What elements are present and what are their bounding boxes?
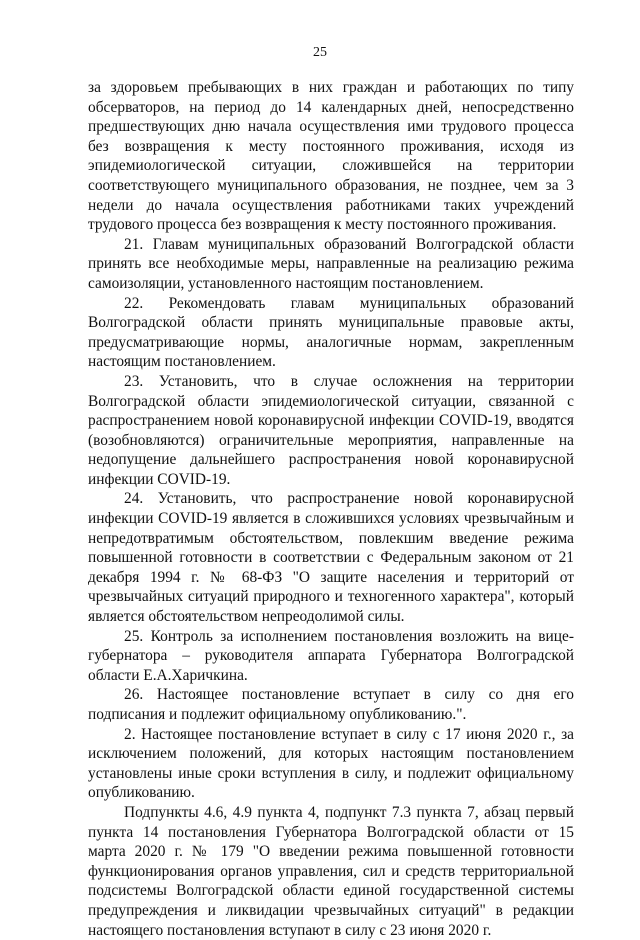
- page-number: 25: [313, 45, 327, 60]
- paragraph-24: 24. Установить, что распространение новой коронавирусной инфекции COVID-19 является в сложившихся условиях чрезвычайным и непредотвратимым обстоятельством, повлекшим введение режима повышенной готовности в соответствии с Федеральным законом от 21 декабря 1994 г. № 68-ФЗ "О защите населения и территорий от чрезвычайных ситуаций природного и техногенного характера", который является обстоятельством непреодолимой силы.: [88, 490, 574, 626]
- paragraph-25: 25. Контроль за исполнением постановления возложить на вице-губернатора – руководителя аппарата Губернатора Волгоградской области Е.А.Харичкина.: [88, 627, 574, 684]
- paragraph-22: 22. Рекомендовать главам муниципальных образований Волгоградской области принять муниципальные правовые акты, предусматривающие нормы, аналогичные нормам, закрепленным настоящим постановлением.: [88, 294, 574, 371]
- paragraph-2: 2. Настоящее постановление вступает в силу с 17 июня 2020 г., за исключением положений, для которых настоящим постановлением установлены иные сроки вступления в силу, и подлежит официальному опубликованию.: [88, 725, 574, 802]
- paragraph-23: 23. Установить, что в случае осложнения на территории Волгоградской области эпидемиологической ситуации, связанной с распространением новой коронавирусной инфекции COVID-19, вводятся (возобновляются) ограничительные мероприятия, направленные на недопущение дальнейшего распространения новой коронавирусной инфекции COVID-19.: [88, 372, 574, 488]
- paragraph-26: 26. Настоящее постановление вступает в силу со дня его подписания и подлежит официальному опубликованию.".: [88, 686, 574, 723]
- document-body: [88, 78, 574, 940]
- paragraph-continuation: за здоровьем пребывающих в них граждан и работающих по типу обсерваторов, на период до 14 календарных дней, непосредственно предшествующих дню начала осуществления ими трудового процесса без возвращения к месту постоянного проживания, исходя из эпидемиологической ситуации, сложившейся на территории соответствующего муниципального образования, не позднее, чем за 3 недели до начала осуществления работниками таких учреждений трудового процесса без возвращения к месту постоянного проживания.: [88, 79, 574, 234]
- paragraph-final: Подпункты 4.6, 4.9 пункта 4, подпункт 7.3 пункта 7, абзац первый пункта 14 постановления Губернатора Волгоградской области от 15 марта 2020 г. № 179 "О введении режима повышенной готовности функционирования органов управления, сил и средств территориальной подсистемы Волгоградской области единой государственной системы предупреждения и ликвидации чрезвычайных ситуаций" в редакции настоящего постановления вступают в силу с 23 июня 2020 г.: [88, 803, 574, 939]
- paragraph-21: 21. Главам муниципальных образований Волгоградской области принять все необходимые меры, направленные на реализацию режима самоизоляции, установленного настоящим постановлением.: [88, 235, 574, 292]
